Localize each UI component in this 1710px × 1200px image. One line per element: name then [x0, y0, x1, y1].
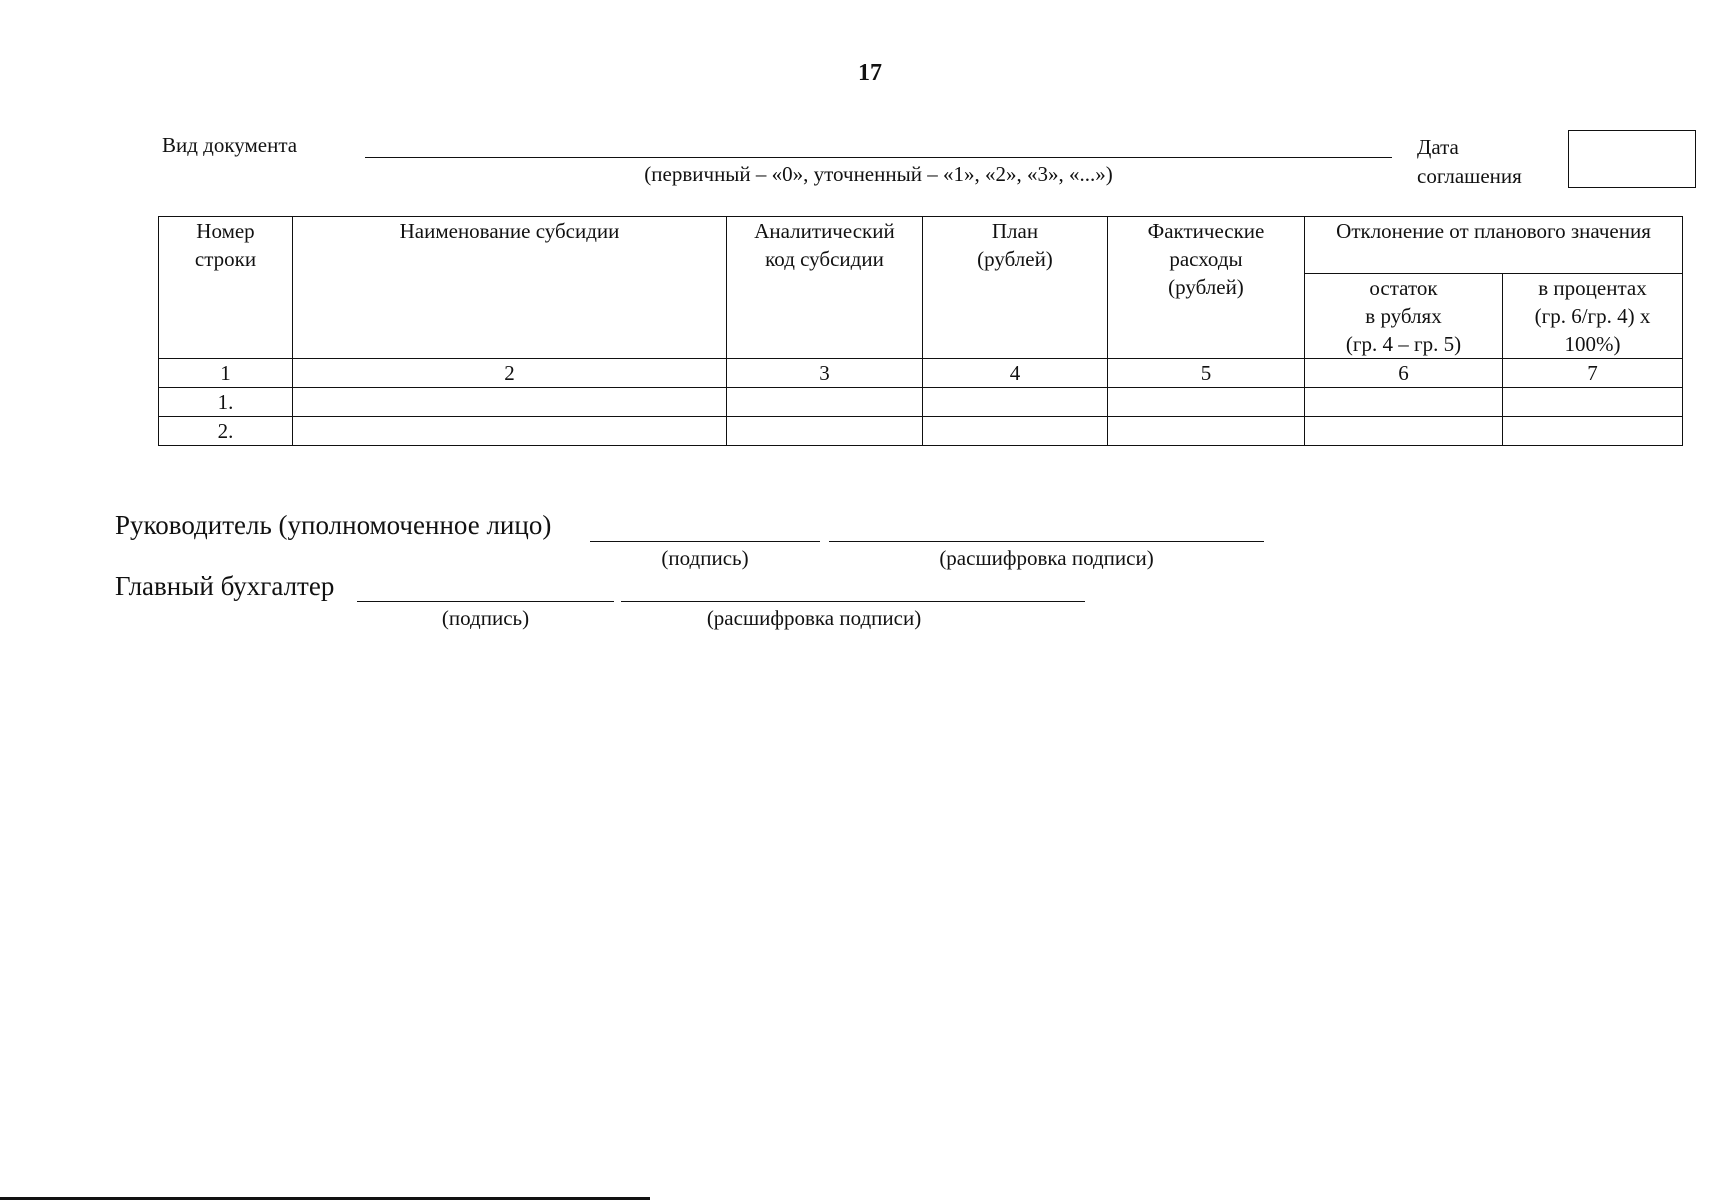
- head-decoding-hint: (расшифровка подписи): [939, 546, 1154, 570]
- header-remainder: остаток в рублях (гр. 4 – гр. 5): [1305, 274, 1503, 359]
- chief-accountant-decoding-hint: (расшифровка подписи): [706, 606, 922, 630]
- head-signature-field[interactable]: [590, 541, 820, 542]
- row-number: 2.: [159, 417, 293, 446]
- doc-type-field[interactable]: [365, 157, 1392, 158]
- column-number: 2: [293, 359, 727, 388]
- table-header-row: [159, 217, 1683, 274]
- cell-percent[interactable]: [1503, 388, 1683, 417]
- chief-accountant-decoding-field[interactable]: [621, 601, 1085, 602]
- header-deviation: Отклонение от планового значения: [1305, 217, 1683, 274]
- chief-accountant-label: Главный бухгалтер: [115, 571, 335, 601]
- cell-actual[interactable]: [1108, 388, 1305, 417]
- agreement-date-label: Дата соглашения: [1417, 135, 1522, 188]
- column-number: 6: [1305, 359, 1503, 388]
- cell-remainder[interactable]: [1305, 417, 1503, 446]
- header-plan: План (рублей): [923, 217, 1108, 359]
- header-actual: Фактические расходы (рублей): [1108, 217, 1305, 359]
- cell-plan[interactable]: [923, 388, 1108, 417]
- column-number: 4: [923, 359, 1108, 388]
- cell-subsidy-name[interactable]: [293, 388, 727, 417]
- row-number: 1.: [159, 388, 293, 417]
- header-subsidy-name: Наименование субсидии: [293, 217, 727, 359]
- table-row: [159, 388, 1683, 417]
- column-number: 5: [1108, 359, 1305, 388]
- head-signature-hint: (подпись): [661, 546, 749, 570]
- page-number: 17: [858, 60, 882, 86]
- column-number: 3: [727, 359, 923, 388]
- head-signature-label: Руководитель (уполномоченное лицо): [115, 510, 552, 540]
- column-number: 7: [1503, 359, 1683, 388]
- table-row: [159, 417, 1683, 446]
- cell-actual[interactable]: [1108, 417, 1305, 446]
- head-decoding-field[interactable]: [829, 541, 1264, 542]
- doc-type-label: Вид документа: [162, 133, 298, 157]
- cell-remainder[interactable]: [1305, 388, 1503, 417]
- chief-accountant-signature-field[interactable]: [357, 601, 614, 602]
- cell-subsidy-name[interactable]: [293, 417, 727, 446]
- column-number: 1: [159, 359, 293, 388]
- header-percent: в процентах (гр. 6/гр. 4) x 100%): [1503, 274, 1683, 359]
- cell-analytic-code[interactable]: [727, 388, 923, 417]
- cell-plan[interactable]: [923, 417, 1108, 446]
- cell-percent[interactable]: [1503, 417, 1683, 446]
- chief-accountant-signature-hint: (подпись): [441, 606, 530, 630]
- agreement-date-field[interactable]: [1568, 130, 1696, 188]
- cell-analytic-code[interactable]: [727, 417, 923, 446]
- doc-type-hint: (первичный – «0», уточненный – «1», «2», «3», «...»): [644, 162, 1113, 186]
- header-analytic-code: Аналитический код субсидии: [727, 217, 923, 359]
- subsidy-report-table: [158, 216, 1683, 446]
- column-number-row: [159, 359, 1683, 388]
- header-row-number: Номер строки: [159, 217, 293, 359]
